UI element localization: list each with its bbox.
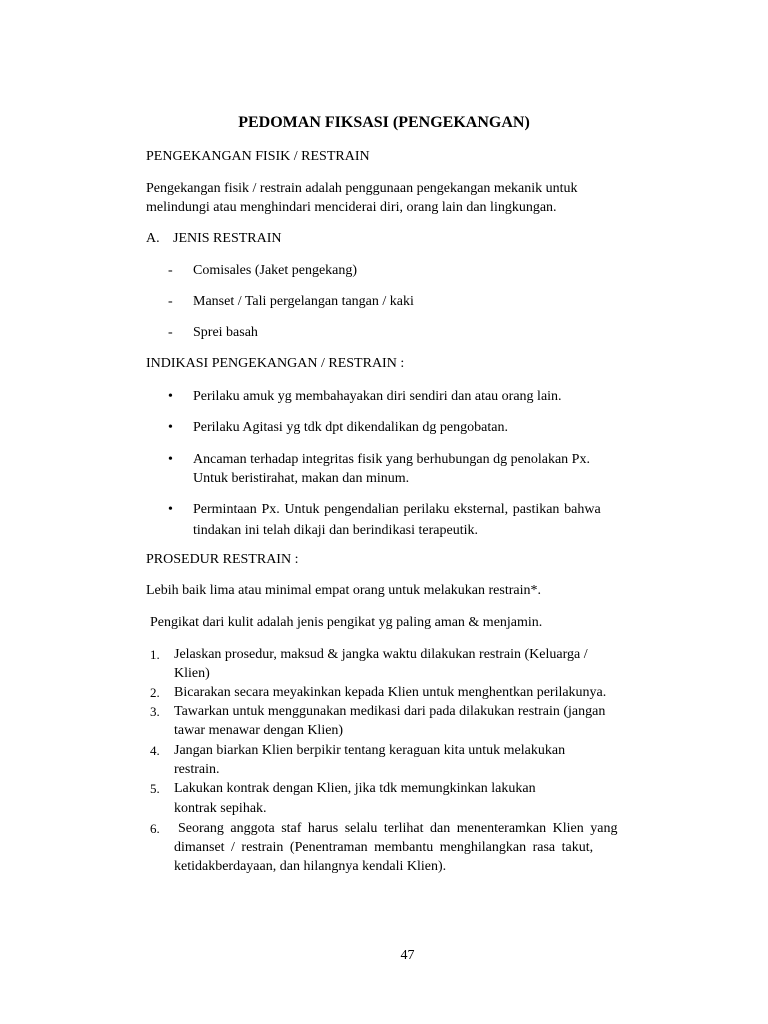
step-text: Tawarkan untuk menggunakan medikasi dari pada dilakukan restrain (jangan (174, 704, 606, 719)
list-item-text: Ancaman terhadap integritas fisik yang berhubungan dg penolakan Px. (193, 452, 590, 467)
section-heading-indikasi: INDIKASI PENGEKANGAN / RESTRAIN : (146, 356, 405, 371)
jenis-heading: JENIS RESTRAIN (173, 231, 282, 246)
bullet-marker: • (168, 452, 173, 467)
prosedur-intro-2: Pengikat dari kulit adalah jenis pengikat yg paling aman & menjamin. (150, 615, 543, 630)
dash-marker: - (168, 325, 173, 340)
definition-line-1: Pengekangan fisik / restrain adalah penggunaan pengekangan mekanik untuk (146, 181, 578, 196)
step-text-cont: restrain. (174, 762, 220, 777)
step-number: 6. (150, 821, 160, 836)
list-item-text-cont: Untuk beristirahat, makan dan minum. (193, 471, 410, 486)
step-text: Lakukan kontrak dengan Klien, jika tdk memungkinkan lakukan (174, 781, 536, 796)
step-text: Jangan biarkan Klien berpikir tentang keraguan kita untuk melakukan (174, 743, 566, 758)
step-number: 2. (150, 685, 160, 700)
step-text-cont: tawar menawar dengan Klien) (174, 723, 344, 738)
bullet-marker: • (168, 420, 173, 435)
step-number: 1. (150, 647, 160, 662)
list-item-text-cont: tindakan ini telah dikaji dan berindikasi terapeutik. (193, 523, 478, 538)
step-text: Seorang anggota staf harus selalu terlihat dan menenteramkan Klien yang (178, 821, 618, 836)
list-item-text: Permintaan Px. Untuk pengendalian perilaku eksternal, pastikan bahwa (193, 502, 601, 517)
prosedur-intro-1: Lebih baik lima atau minimal empat orang untuk melakukan restrain*. (146, 583, 541, 598)
list-item-text: Perilaku amuk yg membahayakan diri sendiri dan atau orang lain. (193, 389, 562, 404)
page-title: PEDOMAN FIKSASI (PENGEKANGAN) (238, 114, 530, 131)
section-heading-fisik: PENGEKANGAN FISIK / RESTRAIN (146, 149, 370, 164)
step-text-cont: dimanset / restrain (Penentraman membantu menghilangkan rasa takut, (174, 840, 594, 855)
step-number: 4. (150, 743, 160, 758)
bullet-marker: • (168, 502, 173, 517)
definition-line-2: melindungi atau menghindari menciderai diri, orang lain dan lingkungan. (146, 200, 557, 215)
step-text-cont: kontrak sepihak. (174, 801, 267, 816)
jenis-marker: A. (146, 231, 160, 246)
section-heading-prosedur: PROSEDUR RESTRAIN : (146, 552, 299, 567)
step-text: Jelaskan prosedur, maksud & jangka waktu dilakukan restrain (Keluarga / (174, 647, 588, 662)
step-text-cont: ketidakberdayaan, dan hilangnya kendali Klien). (174, 859, 447, 874)
list-item-text: Sprei basah (193, 325, 258, 340)
dash-marker: - (168, 263, 173, 278)
page-number: 47 (400, 948, 415, 963)
bullet-marker: • (168, 389, 173, 404)
dash-marker: - (168, 294, 173, 309)
step-text: Bicarakan secara meyakinkan kepada Klien untuk menghentkan perilakunya. (174, 685, 607, 700)
step-number: 5. (150, 781, 160, 796)
step-number: 3. (150, 704, 160, 719)
step-text-cont: Klien) (174, 666, 210, 681)
list-item-text: Manset / Tali pergelangan tangan / kaki (193, 294, 414, 309)
list-item-text: Comisales (Jaket pengekang) (193, 263, 358, 278)
list-item-text: Perilaku Agitasi yg tdk dpt dikendalikan dg pengobatan. (193, 420, 508, 435)
